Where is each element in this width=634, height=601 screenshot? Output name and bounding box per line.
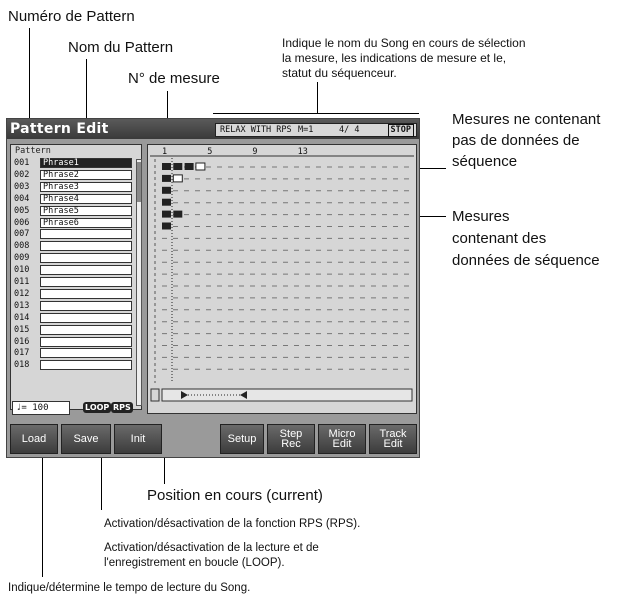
- pattern-name[interactable]: [40, 301, 132, 311]
- annotation-song-info-1: Indique le nom du Song en cours de sélection: [282, 36, 526, 50]
- pattern-row[interactable]: [14, 206, 132, 217]
- step-rec-button[interactable]: Step Rec: [267, 424, 315, 454]
- pattern-number: 007: [14, 229, 30, 240]
- pattern-row[interactable]: [14, 337, 132, 348]
- horizontal-scroll-track[interactable]: [162, 389, 412, 401]
- leader-song-info-bracket: [213, 113, 419, 114]
- load-button[interactable]: Load: [10, 424, 58, 454]
- pattern-number: 009: [14, 253, 30, 264]
- pattern-row[interactable]: [14, 218, 132, 229]
- empty-measure[interactable]: [173, 175, 182, 182]
- measure-number-label: 9: [252, 147, 258, 157]
- measure-with-data[interactable]: [185, 163, 194, 170]
- sequencer-status: STOP: [388, 124, 414, 137]
- pattern-name[interactable]: [40, 229, 132, 239]
- pattern-row[interactable]: [14, 170, 132, 181]
- pattern-number: 015: [14, 324, 30, 335]
- pattern-name[interactable]: [40, 348, 132, 358]
- pattern-list-scrollbar[interactable]: [136, 159, 142, 406]
- pattern-row[interactable]: [14, 182, 132, 193]
- measure-number-label: 13: [297, 147, 308, 157]
- measure-with-data[interactable]: [173, 211, 182, 218]
- pattern-row[interactable]: [14, 325, 132, 336]
- pattern-number: 010: [14, 265, 30, 276]
- measure-with-data[interactable]: [162, 211, 171, 218]
- pattern-number: 003: [14, 181, 30, 192]
- measure-with-data[interactable]: [173, 163, 182, 170]
- pattern-row[interactable]: [14, 229, 132, 240]
- annotation-data-measures-1: Mesures: [452, 208, 510, 225]
- annotation-song-info-3: statut du séquenceur.: [282, 66, 397, 80]
- measure-with-data[interactable]: [162, 187, 171, 194]
- pattern-number: 013: [14, 300, 30, 311]
- annotation-empty-measures-2: pas de données de: [452, 132, 580, 149]
- pattern-row[interactable]: [14, 253, 132, 264]
- pattern-name[interactable]: [40, 313, 132, 323]
- pattern-name[interactable]: [40, 253, 132, 263]
- measure-with-data[interactable]: [162, 163, 171, 170]
- pattern-number: 006: [14, 217, 30, 228]
- scroll-corner: [151, 389, 159, 401]
- pattern-name[interactable]: [40, 289, 132, 299]
- tempo-note-icon: ♩=: [16, 403, 27, 413]
- leader-song-info-vertical: [317, 82, 318, 114]
- annotation-song-info-2: la mesure, les indications de mesure et le,: [282, 51, 507, 65]
- annotation-empty-measures-1: Mesures ne contenant: [452, 111, 601, 128]
- annotation-data-measures-3: données de séquence: [452, 252, 600, 269]
- pattern-name[interactable]: [40, 360, 132, 370]
- annotation-pattern-number: Numéro de Pattern: [8, 8, 135, 25]
- pattern-name[interactable]: [40, 337, 132, 347]
- scrollbar-thumb[interactable]: [137, 162, 141, 202]
- tempo-field[interactable]: [12, 401, 70, 415]
- micro-edit-button[interactable]: Micro Edit: [318, 424, 366, 454]
- pattern-name[interactable]: [40, 277, 132, 287]
- song-status-box: [215, 123, 417, 137]
- title-bar: [7, 119, 419, 139]
- measure-number-label: 1: [162, 147, 168, 157]
- empty-measure[interactable]: [196, 163, 205, 170]
- pattern-name[interactable]: [40, 265, 132, 275]
- pattern-name[interactable]: [40, 241, 132, 251]
- tempo-value: 100: [32, 403, 49, 413]
- pattern-row[interactable]: [14, 313, 132, 324]
- pattern-name[interactable]: [40, 325, 132, 335]
- pattern-row[interactable]: [14, 158, 132, 169]
- pattern-number: 014: [14, 312, 30, 323]
- annotation-loop-1: Activation/désactivation de la lecture et de: [104, 542, 319, 554]
- annotation-loop-2: l'enregistrement en boucle (LOOP).: [104, 557, 285, 569]
- pattern-list-header: Pattern: [15, 146, 51, 156]
- pattern-number: 002: [14, 169, 30, 180]
- init-button[interactable]: Init: [114, 424, 162, 454]
- pattern-name[interactable]: Phrase2: [40, 170, 132, 180]
- pattern-number: 001: [14, 158, 30, 168]
- pattern-row[interactable]: [14, 360, 132, 371]
- pattern-number: 004: [14, 193, 30, 204]
- measure-with-data[interactable]: [162, 223, 171, 230]
- measure-with-data[interactable]: [162, 175, 171, 182]
- rps-toggle[interactable]: RPS: [113, 403, 131, 412]
- annotation-tempo: Indique/détermine le tempo de lecture du Song.: [8, 582, 251, 594]
- screen-title: Pattern Edit: [10, 121, 109, 137]
- pattern-name[interactable]: Phrase1: [40, 158, 132, 168]
- annotation-current-position: Position en cours (current): [147, 487, 323, 504]
- track-edit-button[interactable]: Track Edit: [369, 424, 417, 454]
- current-measure: M=1: [298, 125, 314, 135]
- pattern-name[interactable]: Phrase4: [40, 194, 132, 204]
- annotation-empty-measures-3: séquence: [452, 153, 518, 170]
- song-name: RELAX WITH RPS: [220, 125, 292, 135]
- pattern-row[interactable]: [14, 289, 132, 300]
- annotation-pattern-name: Nom du Pattern: [68, 39, 174, 56]
- measure-number-label: 5: [207, 147, 213, 157]
- pattern-number: 018: [14, 360, 30, 371]
- pattern-number: 017: [14, 348, 30, 359]
- pattern-row[interactable]: [14, 241, 132, 252]
- pattern-number: 016: [14, 336, 30, 347]
- save-button[interactable]: Save: [61, 424, 111, 454]
- pattern-row[interactable]: [14, 194, 132, 205]
- annotation-data-measures-2: contenant des: [452, 230, 547, 247]
- pattern-row[interactable]: [14, 301, 132, 312]
- pattern-number: 012: [14, 288, 30, 299]
- setup-button[interactable]: Setup: [220, 424, 264, 454]
- measure-grid[interactable]: [148, 145, 416, 413]
- pattern-number: 011: [14, 277, 30, 287]
- pattern-name[interactable]: Phrase3: [40, 182, 132, 192]
- time-signature: 4/ 4: [339, 125, 360, 135]
- pattern-row[interactable]: [14, 348, 132, 359]
- pattern-number: 005: [14, 205, 30, 216]
- annotation-rps: Activation/désactivation de la fonction RPS (RPS).: [104, 518, 361, 530]
- pattern-edit-screen: [6, 118, 420, 458]
- pattern-number: 008: [14, 241, 30, 252]
- pattern-name[interactable]: Phrase5: [40, 206, 132, 216]
- measure-grid-panel: [147, 144, 417, 414]
- pattern-name[interactable]: Phrase6: [40, 218, 132, 228]
- annotation-measure-number: N° de mesure: [128, 70, 220, 87]
- pattern-row[interactable]: [14, 265, 132, 276]
- pattern-list-panel: [10, 144, 142, 410]
- pattern-row[interactable]: [14, 277, 132, 288]
- loop-toggle[interactable]: LOOP: [85, 403, 110, 412]
- measure-with-data[interactable]: [162, 199, 171, 206]
